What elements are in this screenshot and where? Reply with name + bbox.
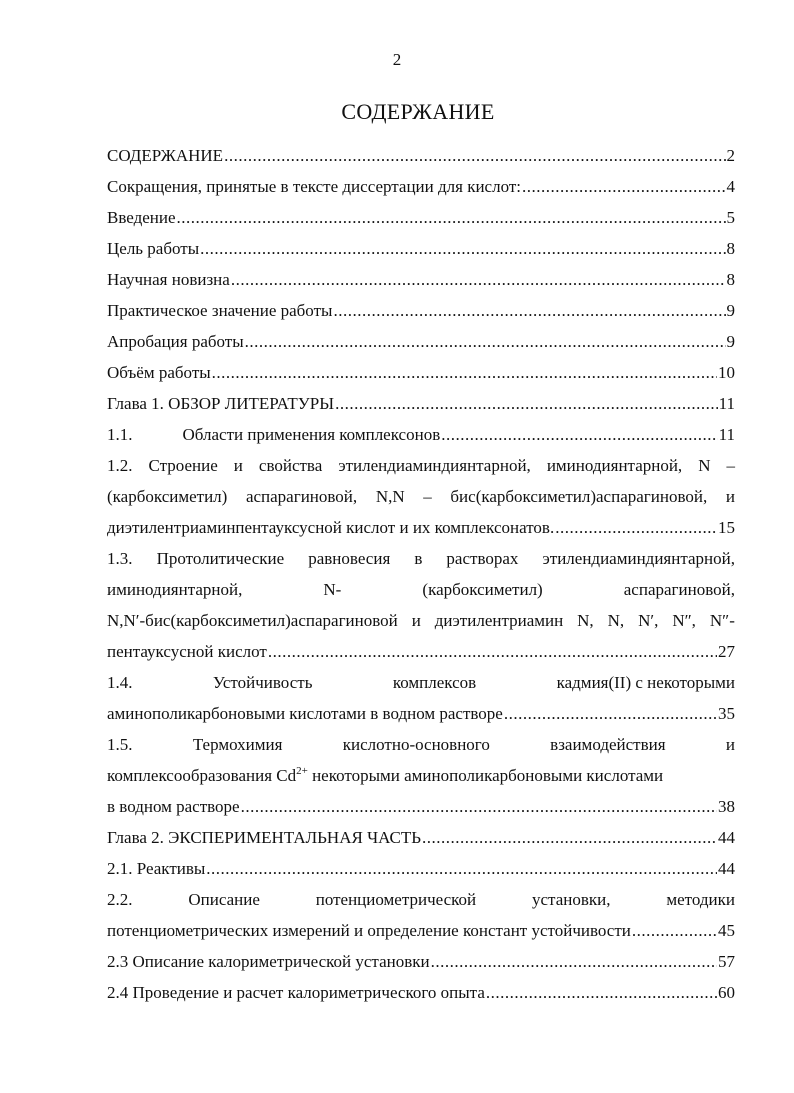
dot-leader	[224, 140, 725, 171]
toc-entry-text: пентауксусной кислот	[107, 642, 267, 661]
dot-leader	[241, 791, 717, 822]
toc-entry[interactable]	[107, 202, 735, 233]
page-number: 2	[392, 50, 402, 69]
toc-entry-line: N,N′-бис(карбоксиметил)аспарагиновой и диэтилентриамин N, N, N′, N″, N″-	[107, 611, 735, 630]
dot-leader	[504, 698, 717, 729]
toc-entry-text: Объём работы	[107, 363, 211, 382]
toc-entry-page: 5	[726, 208, 735, 227]
toc-entry-text: Глава 2. ЭКСПЕРИМЕНТАЛЬНАЯ ЧАСТЬ	[107, 828, 422, 847]
toc-entry-page: 57	[718, 952, 735, 971]
toc-entry-text: 2.1. Реактивы	[107, 859, 206, 878]
dot-leader	[422, 822, 717, 853]
toc-entry[interactable]	[107, 729, 735, 822]
dot-leader	[632, 915, 717, 946]
toc-entry-page: 2	[726, 146, 735, 165]
toc-entry-text: потенциометрических измерений и определение констант устойчивости	[107, 921, 631, 940]
toc-entry[interactable]	[107, 543, 735, 667]
dot-leader	[522, 171, 725, 202]
dot-leader	[268, 636, 717, 667]
toc-entry-text: 2.4 Проведение и расчет калориметрического опыта	[107, 983, 485, 1002]
toc-entry-text: Области применения комплексонов	[182, 425, 441, 444]
toc-entry-line: 1.2. Строение и свойства этилендиаминдиянтарной, иминодиянтарной, N –	[107, 456, 735, 475]
toc-entry-page: 11	[718, 425, 735, 444]
toc-entry-text: Научная новизна	[107, 270, 230, 289]
toc-entry-text: Введение	[107, 208, 176, 227]
dot-leader	[231, 264, 726, 295]
toc-entry[interactable]	[107, 884, 735, 946]
toc-entry-text: Практическое значение работы	[107, 301, 333, 320]
toc-entry[interactable]	[107, 977, 735, 1008]
toc-entry-page: 9	[726, 301, 735, 320]
toc-entry-text: в водном растворе	[107, 797, 240, 816]
dot-leader	[486, 977, 717, 1008]
toc-entry-page: 15	[718, 518, 735, 537]
toc-entry-line: иминодиянтарной, N- (карбоксиметил) аспарагиновой,	[107, 580, 735, 599]
toc-entry[interactable]	[107, 822, 735, 853]
toc-entry-page: 38	[718, 797, 735, 816]
toc-entry[interactable]	[107, 667, 735, 729]
dot-leader	[441, 419, 717, 450]
toc-entry-page: 44	[718, 859, 735, 878]
toc-entry-text: аминополикарбоновыми кислотами в водном растворе	[107, 704, 503, 723]
toc-entry[interactable]	[107, 946, 735, 977]
page-title: СОДЕРЖАНИЕ	[341, 99, 495, 124]
toc-entry-text: Глава 1. ОБЗОР ЛИТЕРАТУРЫ	[107, 394, 335, 413]
toc-entry[interactable]	[107, 140, 735, 171]
toc-entry-number: 1.1.	[107, 425, 133, 444]
dot-leader	[431, 946, 717, 977]
toc-entry[interactable]	[107, 233, 735, 264]
toc-entry[interactable]	[107, 326, 735, 357]
toc-entry-page: 45	[718, 921, 735, 940]
toc-entry-text: Цель работы	[107, 239, 200, 258]
toc-entry[interactable]	[107, 357, 735, 388]
toc-entry-page: 10	[718, 363, 735, 382]
table-of-contents	[107, 140, 735, 1008]
toc-entry-page: 11	[718, 394, 735, 413]
dot-leader	[206, 853, 717, 884]
dot-leader	[200, 233, 725, 264]
toc-entry[interactable]	[107, 419, 735, 450]
dot-leader	[335, 388, 718, 419]
toc-entry-page: 35	[718, 704, 735, 723]
toc-entry[interactable]	[107, 295, 735, 326]
toc-entry[interactable]	[107, 171, 735, 202]
dot-leader	[245, 326, 726, 357]
toc-entry-line: 2.2. Описание потенциометрической установки, методики	[107, 890, 735, 909]
toc-entry-page: 44	[718, 828, 735, 847]
dot-leader	[177, 202, 726, 233]
toc-entry-page: 60	[718, 983, 735, 1002]
toc-entry-line: комплексообразования $Cd^{2+}$ некоторыми аминополикарбоновыми кислотами	[107, 765, 664, 785]
toc-entry-page: 27	[718, 642, 735, 661]
toc-entry[interactable]	[107, 450, 735, 543]
toc-entry[interactable]	[107, 388, 735, 419]
toc-entry[interactable]	[107, 853, 735, 884]
toc-entry-page: 8	[726, 239, 735, 258]
toc-entry-text: Апробация работы	[107, 332, 244, 351]
toc-entry[interactable]	[107, 264, 735, 295]
toc-entry-text: Сокращения, принятые в тексте диссертации для кислот:	[107, 177, 522, 196]
toc-entry-line: (карбоксиметил) аспарагиновой, N,N – бис(карбоксиметил)аспарагиновой, и	[107, 487, 735, 506]
dot-leader	[333, 295, 725, 326]
toc-entry-page: 4	[726, 177, 735, 196]
toc-entry-line: 1.4. Устойчивость комплексов кадмия(II) с некоторыми	[107, 673, 735, 692]
toc-entry-line: 1.5. Термохимия кислотно-основного взаимодействия и	[107, 735, 735, 754]
toc-entry-page: 9	[726, 332, 735, 351]
toc-entry-text: диэтилентриаминпентауксусной кислот и их комплексонатов.	[107, 518, 555, 537]
toc-entry-text: 2.3 Описание калориметрической установки	[107, 952, 430, 971]
toc-entry-line: 1.3. Протолитические равновесия в растворах этилендиаминдиянтарной,	[107, 549, 735, 568]
dot-leader	[212, 357, 717, 388]
dot-leader	[555, 512, 717, 543]
toc-entry-page: 8	[726, 270, 735, 289]
toc-entry-text: СОДЕРЖАНИЕ	[107, 146, 224, 165]
